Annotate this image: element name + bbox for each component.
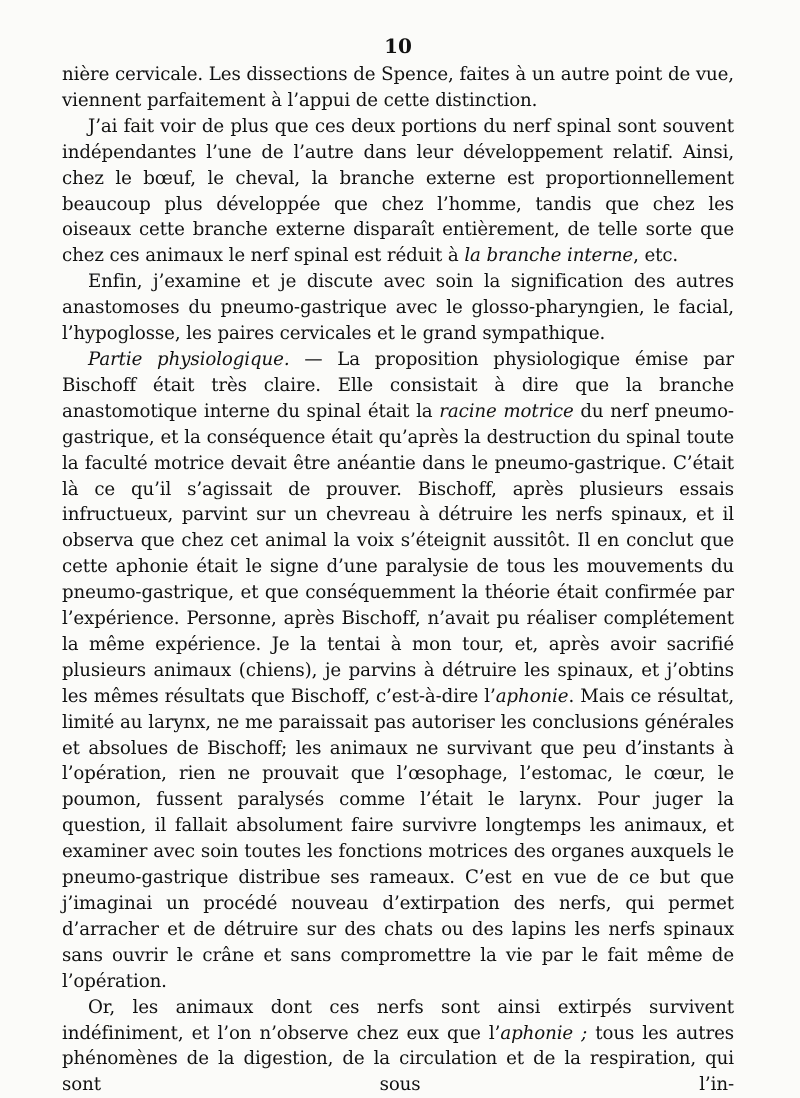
- paragraph-spinal-portions: [62, 114, 734, 269]
- paragraph-continuation: [62, 62, 734, 114]
- italic-phrase: aphonie ;: [500, 1022, 588, 1044]
- paragraph-text: J’ai fait voir de plus que ces deux portions du nerf spinal sont souvent indépendantes l’une de l’autre dans leur développement relatif. Ainsi, chez le bœuf, le cheval, la branche externe est proportionnellement beaucoup plus développée que chez l’homme, tandis que chez les oiseaux cette branche externe disparaît entièrement, de telle sorte que chez ces animaux le nerf spinal est réduit à: [62, 115, 734, 267]
- paragraph-text: nière cervicale. Les dissections de Spence, faites à un autre point de vue, viennent parfaitement à l’appui de cette distinction.: [62, 64, 734, 111]
- paragraph-physiological-part: [62, 347, 734, 995]
- paragraph-survival: [62, 995, 734, 1098]
- section-heading-italic: Partie physiologique.: [88, 348, 290, 370]
- paragraph-text: — La proposition physiologique émise par Bischoff était très claire. Elle consistait à dire que la branche anastomotique interne du spinal était la: [62, 348, 734, 422]
- italic-phrase: aphonie: [495, 685, 569, 707]
- paragraph-text: tous les autres phénomènes de la digestion, de la circulation et de la respiration, qui sont sous l’in-: [62, 1022, 735, 1096]
- paragraph-text: , etc.: [633, 245, 679, 267]
- page-number: 10: [384, 34, 412, 58]
- paragraph-text: . Mais ce résultat, limité au larynx, ne me paraissait pas autoriser les conclusions générales et absolues de Bischoff; les animaux ne survivant que peu d’instants à l’opération, rien ne prouvait que l’œsophage, l’estomac, le cœur, le poumon, fussent paralysés comme l’était le larynx. Pour juger la question, il fallait absolument faire survivre longtemps les animaux, et examiner avec soin toutes les fonctions motrices des organes auxquels le pneumo-gastrique distribue ses rameaux. C’est en vue de ce but que j’imaginai un procédé nouveau d’extirpation des nerfs, qui permet d’arracher et de détruire sur des chats ou des lapins les nerfs spinaux sans ouvrir le crâne et sans compromettre la vie par le fait même de l’opération.: [62, 685, 734, 992]
- paragraph-text: Or, les animaux dont ces nerfs sont ainsi extirpés survivent indéfiniment, et l’on n’observe chez eux que l’: [62, 996, 734, 1044]
- paragraph-text: du nerf pneumo-gastrique, et la conséquence était qu’après la destruction du spinal toute la faculté motrice devait être anéantie dans le pneumo-gastrique. C’était là ce qu’il s’agissait de prouver. Bischoff, après plusieurs essais infructueux, parvint sur un chevreau à détruire les nerfs spinaux, et il observa que chez cet animal la voix s’éteignit aussitôt. Il en conclut que cette aphonie était le signe d’une paralysie de tous les mouvements du pneumo-gastrique, et que conséquemment la théorie était confirmée par l’expérience. Personne, après Bischoff, n’avait pu réaliser complétement la même expérience. Je la tentai à mon tour, et, après avoir sacrifié plusieurs animaux (chiens), je parvins à détruire les spinaux, et j’obtins les mêmes résultats que Bischoff, c’est-à-dire l’: [62, 400, 734, 707]
- paragraph-text: Enfin, j’examine et je discute avec soin la signification des autres anastomoses du pneumo-gastrique avec le glosso-pharyngien, le facial, l’hypoglosse, les paires cervicales et le grand sympathique.: [62, 271, 734, 345]
- body-text: [62, 62, 734, 1098]
- italic-phrase: racine motrice: [439, 400, 574, 422]
- paragraph-anastomoses: [62, 269, 734, 347]
- italic-phrase: la branche interne: [464, 245, 634, 267]
